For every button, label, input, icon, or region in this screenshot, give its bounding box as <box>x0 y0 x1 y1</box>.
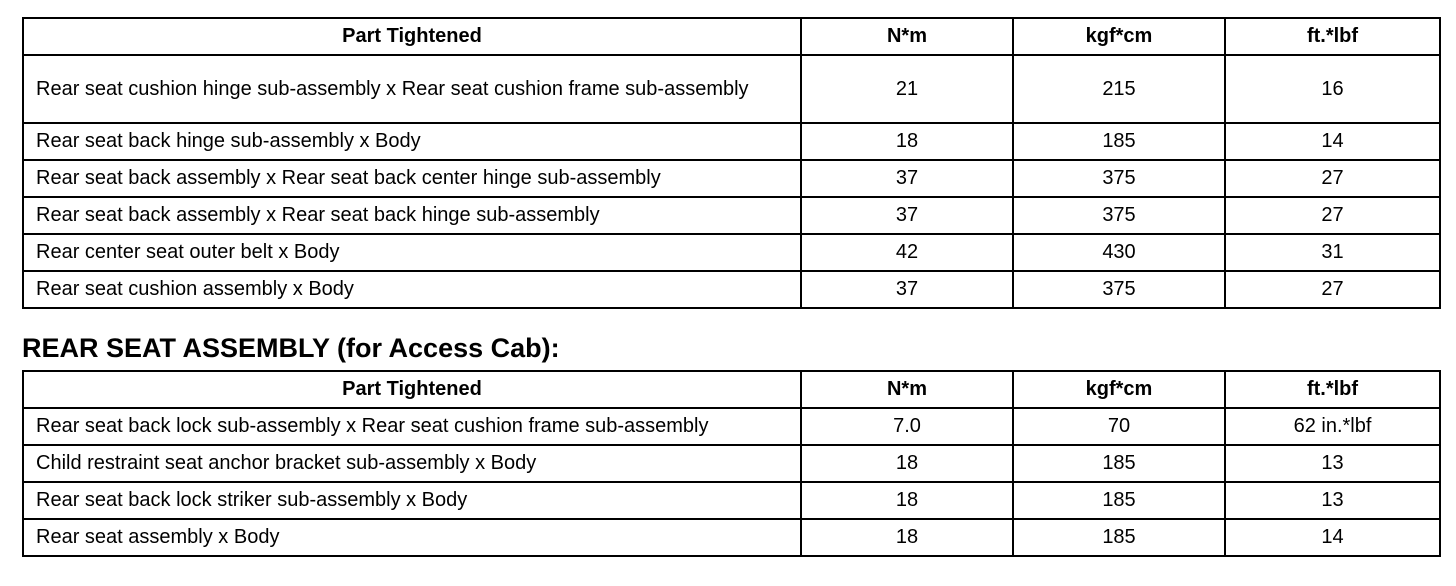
part-cell: Rear seat back assembly x Rear seat back hinge sub-assembly <box>23 197 801 234</box>
nm-cell: 42 <box>801 234 1013 271</box>
kgf-cell: 70 <box>1013 408 1225 445</box>
header-kgf-cm: kgf*cm <box>1013 18 1225 55</box>
kgf-cell: 185 <box>1013 519 1225 556</box>
part-cell: Rear center seat outer belt x Body <box>23 234 801 271</box>
header-ft-lbf: ft.*lbf <box>1225 18 1440 55</box>
kgf-cell: 430 <box>1013 234 1225 271</box>
nm-cell: 21 <box>801 55 1013 123</box>
nm-cell: 18 <box>801 519 1013 556</box>
header-part-tightened: Part Tightened <box>23 18 801 55</box>
kgf-cell: 375 <box>1013 197 1225 234</box>
part-cell: Rear seat assembly x Body <box>23 519 801 556</box>
nm-cell: 7.0 <box>801 408 1013 445</box>
nm-cell: 37 <box>801 160 1013 197</box>
header-nm: N*m <box>801 18 1013 55</box>
part-cell: Rear seat cushion hinge sub-assembly x Rear seat cushion frame sub-assembly <box>23 55 801 123</box>
table-row <box>23 123 1440 160</box>
ft-cell: 27 <box>1225 160 1440 197</box>
table-row <box>23 234 1440 271</box>
kgf-cell: 185 <box>1013 482 1225 519</box>
nm-cell: 18 <box>801 123 1013 160</box>
ft-cell: 16 <box>1225 55 1440 123</box>
table-row <box>23 160 1440 197</box>
ft-cell: 13 <box>1225 482 1440 519</box>
nm-cell: 18 <box>801 482 1013 519</box>
table-row <box>23 408 1440 445</box>
table-row <box>23 519 1440 556</box>
ft-cell: 14 <box>1225 519 1440 556</box>
table-row <box>23 445 1440 482</box>
table-row <box>23 482 1440 519</box>
part-cell: Rear seat back hinge sub-assembly x Body <box>23 123 801 160</box>
ft-cell: 27 <box>1225 197 1440 234</box>
section-title: REAR SEAT ASSEMBLY (for Access Cab): <box>22 333 560 363</box>
table-header-row <box>23 18 1440 55</box>
kgf-cell: 375 <box>1013 160 1225 197</box>
table-header-row <box>23 371 1440 408</box>
header-part-tightened: Part Tightened <box>23 371 801 408</box>
ft-cell: 27 <box>1225 271 1440 308</box>
part-cell: Rear seat back lock striker sub-assembly x Body <box>23 482 801 519</box>
part-cell: Rear seat cushion assembly x Body <box>23 271 801 308</box>
ft-cell: 14 <box>1225 123 1440 160</box>
nm-cell: 37 <box>801 197 1013 234</box>
ft-cell: 13 <box>1225 445 1440 482</box>
ft-cell: 62 in.*lbf <box>1225 408 1440 445</box>
part-cell: Rear seat back lock sub-assembly x Rear seat cushion frame sub-assembly <box>23 408 801 445</box>
part-cell: Child restraint seat anchor bracket sub-assembly x Body <box>23 445 801 482</box>
nm-cell: 18 <box>801 445 1013 482</box>
table-row <box>23 271 1440 308</box>
torque-table-access-cab <box>22 370 1441 557</box>
table-row <box>23 55 1440 123</box>
kgf-cell: 215 <box>1013 55 1225 123</box>
nm-cell: 37 <box>801 271 1013 308</box>
torque-table-rear-seat <box>22 17 1441 309</box>
header-ft-lbf: ft.*lbf <box>1225 371 1440 408</box>
header-nm: N*m <box>801 371 1013 408</box>
part-cell: Rear seat back assembly x Rear seat back center hinge sub-assembly <box>23 160 801 197</box>
ft-cell: 31 <box>1225 234 1440 271</box>
kgf-cell: 185 <box>1013 123 1225 160</box>
kgf-cell: 185 <box>1013 445 1225 482</box>
header-kgf-cm: kgf*cm <box>1013 371 1225 408</box>
table-row <box>23 197 1440 234</box>
kgf-cell: 375 <box>1013 271 1225 308</box>
